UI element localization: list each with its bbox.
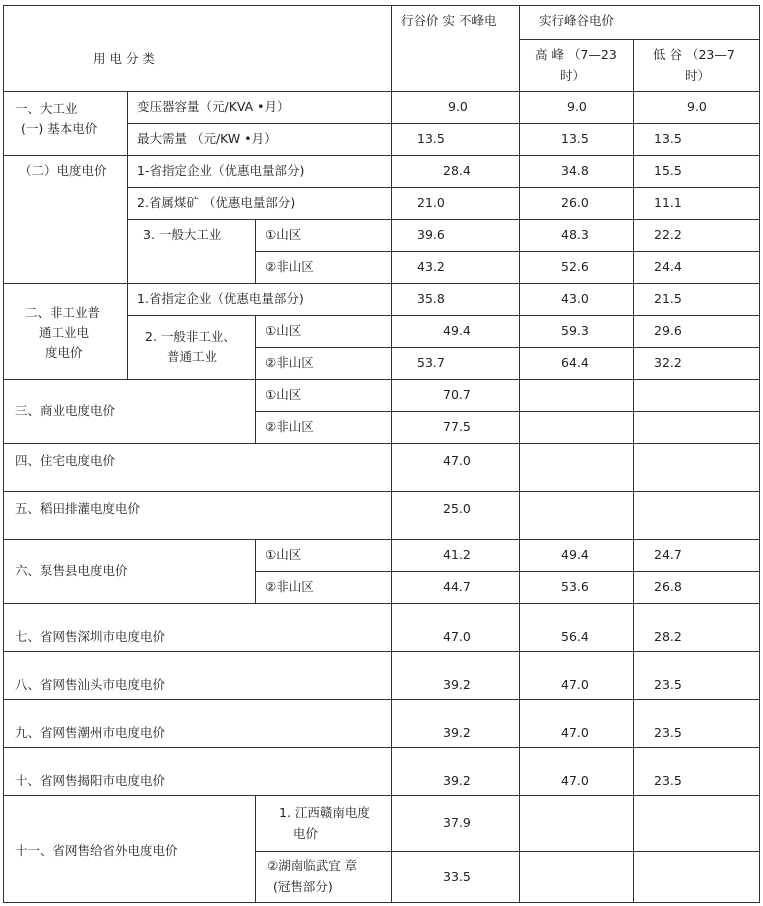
item-label: 电价 [293, 826, 319, 841]
row-label: 四、住宅电度电价 [15, 453, 116, 468]
table-rule [3, 699, 760, 700]
price-value: 43.2 [417, 259, 445, 274]
price-value: 56.4 [561, 629, 589, 644]
price-value: 49.4 [561, 547, 589, 562]
price-value: 24.4 [654, 259, 682, 274]
table-rule [391, 5, 392, 903]
table-rule [3, 443, 760, 444]
price-value: 77.5 [443, 419, 471, 434]
price-value: 26.0 [561, 195, 589, 210]
price-value: 70.7 [443, 387, 471, 402]
price-value: 49.4 [443, 323, 471, 338]
table-rule [127, 91, 128, 379]
price-value: 9.0 [687, 99, 707, 114]
price-value: 13.5 [561, 131, 589, 146]
row-label: 八、省网售汕头市电度电价 [15, 677, 166, 692]
table-rule [3, 603, 760, 604]
table-rule [255, 539, 256, 603]
table-rule [3, 5, 760, 6]
table-rule [127, 187, 760, 188]
price-value: 15.5 [654, 163, 682, 178]
price-value: 29.6 [654, 323, 682, 338]
table-rule [127, 219, 760, 220]
price-value: 44.7 [443, 579, 471, 594]
table-rule [255, 251, 760, 252]
table-rule [255, 571, 760, 572]
group-label: 二、非工业普 [25, 305, 101, 320]
price-value: 59.3 [561, 323, 589, 338]
price-value: 11.1 [654, 195, 682, 210]
price-table [3, 5, 760, 903]
item-label: 1. 江西赣南电度 [279, 805, 370, 820]
table-rule [3, 795, 760, 796]
table-rule [255, 411, 760, 412]
price-value: 53.6 [561, 579, 589, 594]
item-label: 1.省指定企业（优惠电量部分) [137, 291, 304, 306]
header-non-tou: 行谷价 实 不峰电 [401, 13, 497, 28]
table-rule [633, 39, 634, 903]
item-label: 2.省属煤矿 （优惠电量部分) [137, 195, 296, 210]
item-label: (冠售部分) [273, 879, 333, 894]
subitem-label: ①山区 [265, 323, 302, 338]
item-label: 3. 一般大工业 [143, 227, 222, 242]
price-value: 52.6 [561, 259, 589, 274]
group-label: 度电价 [45, 345, 83, 360]
table-rule [759, 5, 760, 903]
table-rule [3, 539, 760, 540]
header-category: 用 电 分 类 [93, 51, 155, 66]
price-value: 47.0 [561, 725, 589, 740]
price-value: 32.2 [654, 355, 682, 370]
price-value: 28.2 [654, 629, 682, 644]
table-rule [519, 5, 520, 903]
price-value: 26.8 [654, 579, 682, 594]
row-label: 十、省网售揭阳市电度电价 [15, 773, 166, 788]
subitem-label: ②非山区 [265, 355, 314, 370]
price-value: 28.4 [443, 163, 471, 178]
header-peak-line2: 时） [560, 68, 586, 83]
price-value: 47.0 [561, 677, 589, 692]
row-label: 九、省网售潮州市电度电价 [15, 725, 166, 740]
table-rule [3, 747, 760, 748]
price-value: 39.2 [443, 677, 471, 692]
header-peak-line1: 高 峰 （7—23 [535, 47, 617, 62]
price-value: 13.5 [654, 131, 682, 146]
table-rule [3, 379, 760, 380]
table-rule [255, 315, 256, 379]
price-value: 21.5 [654, 291, 682, 306]
price-value: 34.8 [561, 163, 589, 178]
price-value: 24.7 [654, 547, 682, 562]
item-label: ②湖南临武宜 章 [267, 858, 358, 873]
header-tou: 实行峰谷电价 [538, 13, 614, 28]
item-label: 变压器容量（元/KVA •月） [137, 99, 290, 114]
price-value: 23.5 [654, 677, 682, 692]
table-rule [3, 155, 760, 156]
price-value: 13.5 [417, 131, 445, 146]
group-label: （二）电度电价 [19, 163, 107, 178]
price-value: 23.5 [654, 773, 682, 788]
price-value: 47.0 [561, 773, 589, 788]
table-rule [3, 491, 760, 492]
table-rule [3, 5, 4, 903]
table-rule [519, 39, 760, 40]
table-rule [127, 123, 760, 124]
price-value: 9.0 [567, 99, 587, 114]
table-rule [255, 379, 256, 443]
table-rule [3, 283, 760, 284]
table-rule [255, 795, 256, 903]
row-label: 七、省网售深圳市电度电价 [15, 629, 166, 644]
row-label: 五、稻田排灌电度电价 [15, 501, 141, 516]
price-value: 53.7 [417, 355, 445, 370]
subitem-label: ②非山区 [265, 259, 314, 274]
price-value: 47.0 [443, 453, 471, 468]
price-value: 43.0 [561, 291, 589, 306]
group-label: 十一、省网售给省外电度电价 [15, 843, 178, 858]
header-valley-line1: 低 谷 （23—7 [653, 47, 735, 62]
table-rule [255, 347, 760, 348]
price-value: 39.2 [443, 773, 471, 788]
price-value: 22.2 [654, 227, 682, 242]
price-value: 47.0 [443, 629, 471, 644]
item-label: 2. 一般非工业、 [145, 329, 236, 344]
price-value: 37.9 [443, 815, 471, 830]
table-rule [127, 315, 760, 316]
subitem-label: ②非山区 [265, 579, 314, 594]
group-label: 通工业电 [39, 325, 90, 340]
table-rule [3, 651, 760, 652]
subitem-label: ②非山区 [265, 419, 314, 434]
table-rule [255, 851, 760, 852]
item-label: 普通工业 [167, 349, 218, 364]
group-label: 六、泵售县电度电价 [15, 563, 128, 578]
group-label: 三、商业电度电价 [15, 403, 116, 418]
item-label: 最大需量 （元/KW •月） [137, 131, 277, 146]
price-value: 23.5 [654, 725, 682, 740]
group-label: 一、大工业 [15, 101, 78, 116]
header-valley-line2: 时） [685, 68, 711, 83]
group-label: (一) 基本电价 [21, 121, 98, 136]
price-value: 41.2 [443, 547, 471, 562]
price-value: 21.0 [417, 195, 445, 210]
price-value: 39.6 [417, 227, 445, 242]
table-rule [255, 219, 256, 283]
item-label: 1-省指定企业（优惠电量部分) [137, 163, 305, 178]
subitem-label: ①山区 [265, 227, 302, 242]
price-value: 48.3 [561, 227, 589, 242]
table-rule [3, 902, 760, 903]
price-value: 33.5 [443, 869, 471, 884]
price-value: 39.2 [443, 725, 471, 740]
price-value: 35.8 [417, 291, 445, 306]
price-value: 9.0 [448, 99, 468, 114]
table-rule [3, 91, 760, 92]
price-value: 64.4 [561, 355, 589, 370]
subitem-label: ①山区 [265, 547, 302, 562]
subitem-label: ①山区 [265, 387, 302, 402]
price-value: 25.0 [443, 501, 471, 516]
